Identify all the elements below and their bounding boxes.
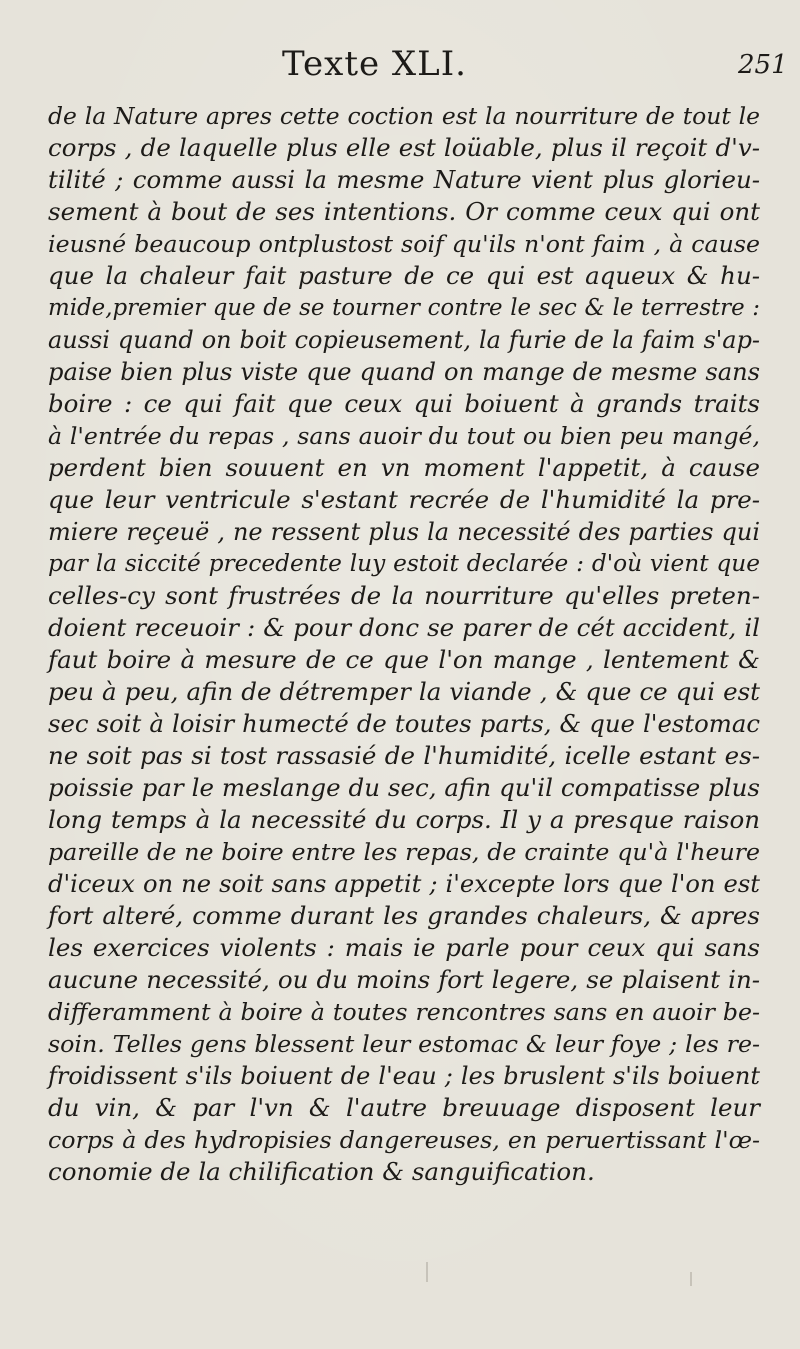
text-line: peu à peu, afin de détremper la viande , & que ce qui est (48, 677, 760, 706)
text-line: à l'entrée du repas , sans auoir du tout ou bien peu mangé, (48, 422, 760, 450)
text-line: par la siccité precedente luy estoit declarée : d'où vient que (48, 550, 760, 577)
text-line: pareille de ne boire entre les repas, de crainte qu'à l'heure (48, 838, 760, 866)
text-line: que leur ventricule s'estant recrée de l'humidité la pre- (48, 485, 760, 514)
text-line: froidissent s'ils boiuent de l'eau ; les bruslent s'ils boiuent (48, 1062, 760, 1090)
text-line: doient receuoir : & pour donc se parer de cét accident, il (48, 613, 760, 642)
text-line: d'iceux on ne soit sans appetit ; i'excepte lors que l'on est (48, 870, 760, 898)
text-line: poissie par le meslange du sec, afin qu'il compatisse plus (48, 773, 760, 802)
text-line: faut boire à mesure de ce que l'on mange , lentement & (48, 645, 760, 674)
text-line: aucune necessité, ou du moins fort legere, se plaisent in- (48, 965, 760, 994)
text-line: corps , de laquelle plus elle est loüable, plus il reçoit d'v- (48, 133, 760, 162)
text-line: fort alteré, comme durant les grandes chaleurs, & apres (48, 901, 760, 930)
text-line: perdent bien souuent en vn moment l'appetit, à cause (48, 453, 760, 482)
body-text (48, 100, 760, 1188)
text-line: celles-cy sont frustrées de la nourriture qu'elles preten- (48, 581, 760, 610)
text-line: boire : ce qui fait que ceux qui boiuent à grands traits (48, 389, 760, 418)
text-line: que la chaleur fait pasture de ce qui est aqueux & hu- (48, 261, 760, 290)
text-line: miere reçeuë , ne ressent plus la necessité des parties qui (48, 518, 760, 546)
text-line: corps à des hydropisies dangereuses, en peruertissant l'œ- (48, 1126, 760, 1154)
text-line: ieusné beaucoup ontplustost soif qu'ils n'ont faim , à cause (48, 230, 760, 258)
text-line: differamment à boire à toutes rencontres sans en auoir be- (48, 998, 760, 1026)
text-line: paise bien plus viste que quand on mange de mesme sans (48, 358, 760, 386)
page-header (0, 44, 800, 92)
text-line: mide,premier que de se tourner contre le sec & le terrestre : (48, 295, 760, 321)
text-line: du vin, & par l'vn & l'autre breuuage disposent leur (48, 1093, 760, 1122)
text-line: tilité ; comme aussi la mesme Nature vient plus glorieu- (48, 165, 760, 194)
page-number: 251 (738, 50, 788, 80)
text-line: de la Nature apres cette coction est la nourriture de tout le (48, 102, 760, 130)
text-line: sement à bout de ses intentions. Or comme ceux qui ont (48, 197, 760, 226)
text-line: ne soit pas si tost rassasié de l'humidité, icelle estant es- (48, 741, 760, 770)
paper-specks (426, 1262, 428, 1282)
text-line: sec soit à loisir humecté de toutes parts, & que l'estomac (48, 709, 760, 738)
running-title: Texte XLI. (282, 44, 467, 84)
text-line: aussi quand on boit copieusement, la furie de la faim s'ap- (48, 326, 760, 354)
text-line: les exercices violents : mais ie parle pour ceux qui sans (48, 933, 760, 962)
text-line: long temps à la necessité du corps. Il y a presque raison (48, 805, 760, 834)
text-line: conomie de la chilification & sanguification. (48, 1157, 595, 1186)
paper-specks (690, 1272, 692, 1286)
text-line: soin. Telles gens blessent leur estomac & leur foye ; les re- (48, 1030, 760, 1058)
